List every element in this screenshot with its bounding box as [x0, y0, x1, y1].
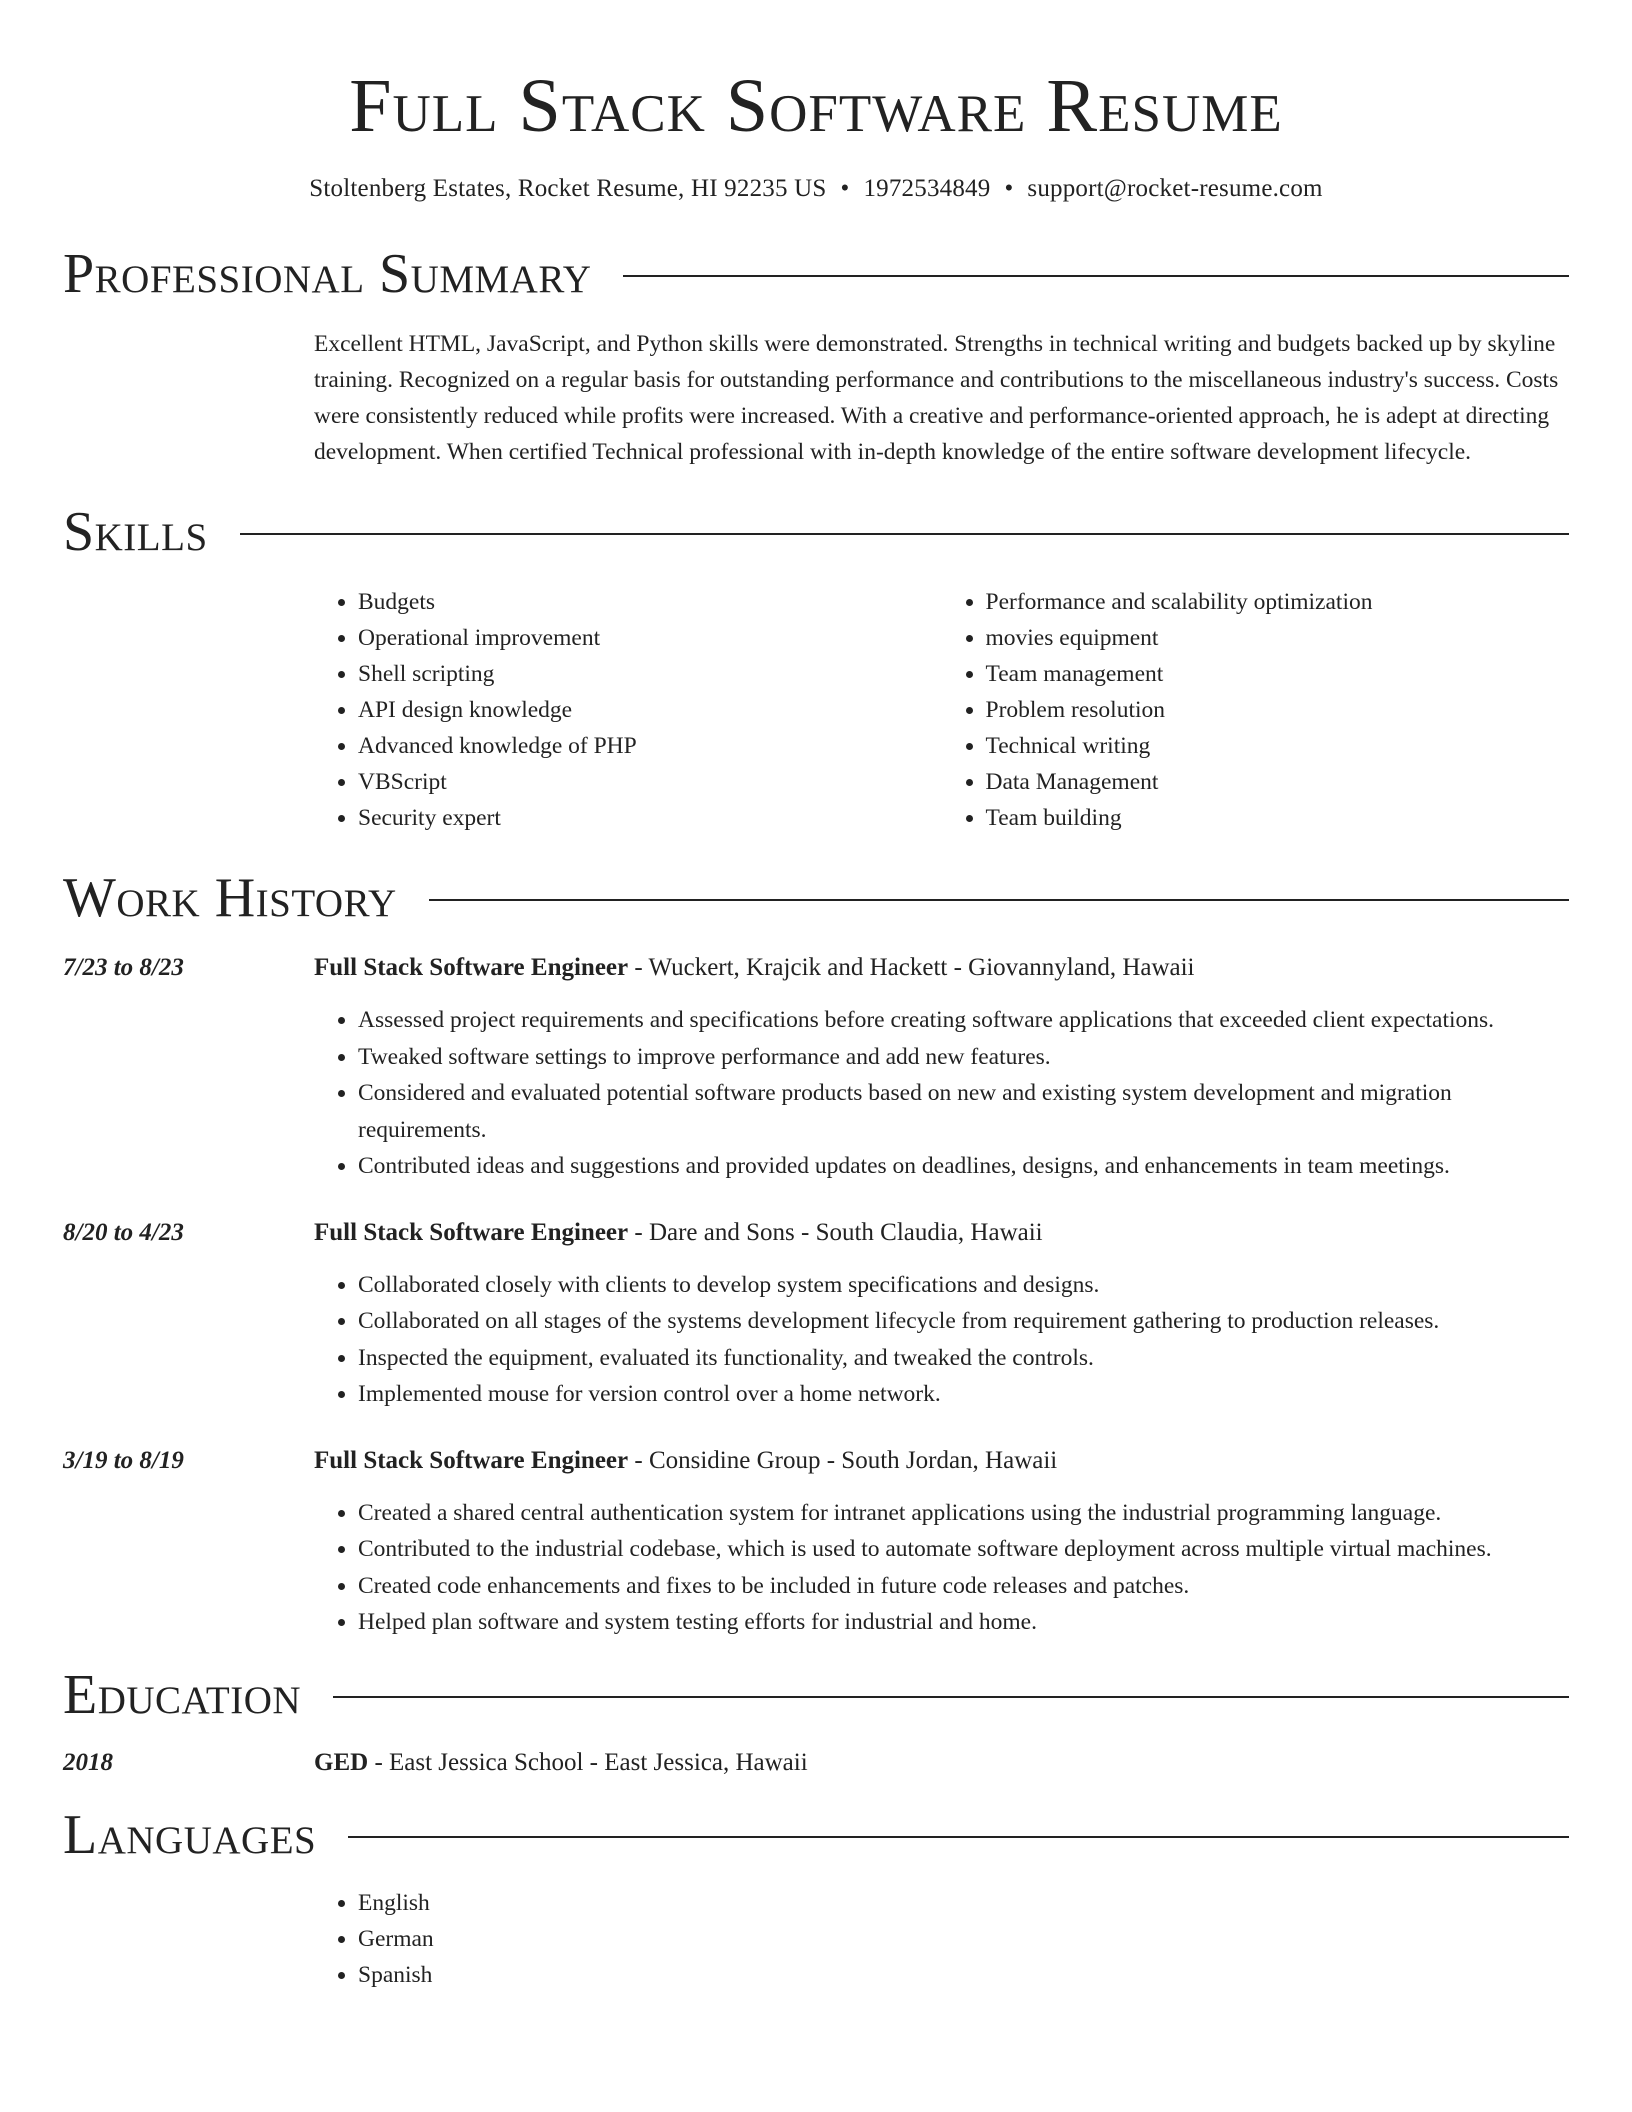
languages-items [314, 1885, 1569, 1993]
work-section-header [63, 866, 1569, 930]
section-divider [240, 533, 1569, 535]
job-bullets [314, 1002, 1569, 1185]
job-bullet: • Considered and evaluated potential software products based on new and existing system development and migration requirements. [358, 1075, 1569, 1148]
contact-phone: 1972534849 [863, 175, 991, 202]
job-bullets [314, 1495, 1569, 1641]
job-details: - Wuckert, Krajcik and Hackett - Giovannyland, Hawaii [628, 954, 1195, 981]
job-bullet: • Inspected the equipment, evaluated its functionality, and tweaked the controls. [358, 1340, 1569, 1377]
contact-line [63, 172, 1569, 206]
job-details: - Dare and Sons - South Claudia, Hawaii [628, 1218, 1043, 1246]
skills-section-header [63, 500, 1569, 564]
contact-address: Stoltenberg Estates, Rocket Resume, HI 92235 US [309, 175, 827, 202]
contact-email[interactable]: support@rocket-resume.com [1027, 175, 1323, 202]
skills-list [314, 584, 1569, 836]
skill-item: • Team management [986, 656, 1570, 692]
skill-item: • Advanced knowledge of PHP [358, 728, 942, 764]
skill-item: • movies equipment [986, 620, 1570, 656]
job-bullet: • Tweaked software settings to improve performance and add new features. [358, 1039, 1569, 1076]
skill-item: • VBScript [358, 764, 942, 800]
education-section-header [63, 1663, 1569, 1727]
languages-heading: Languages [63, 1803, 317, 1866]
languages-list [314, 1885, 1569, 1993]
section-divider [429, 899, 1569, 901]
job-bullets [314, 1267, 1569, 1413]
languages-section-header [63, 1803, 1569, 1867]
job-dates: 3/19 to 8/19 [63, 1446, 184, 1474]
job-bullet: • Contributed to the industrial codebase, which is used to automate software deployment across multiple virtual machines. [358, 1531, 1569, 1568]
job-info [314, 950, 1569, 1185]
education-details: - East Jessica School - East Jessica, Hawaii [368, 1748, 808, 1776]
job-dates: 8/20 to 4/23 [63, 1218, 184, 1246]
skill-item: • Budgets [358, 584, 942, 620]
job-bullet: • Collaborated on all stages of the systems development lifecycle from requirement gathering to production releases. [358, 1303, 1569, 1340]
job-entry [63, 950, 1569, 1185]
skill-item: • Operational improvement [358, 620, 942, 656]
job-dates: 7/23 to 8/23 [63, 954, 184, 981]
job-title: Full Stack Software Engineer [314, 1446, 629, 1474]
skills-column-right [942, 584, 1570, 836]
section-divider [333, 1696, 1569, 1698]
language-item: • German [358, 1921, 1569, 1957]
skill-item: • Team building [986, 800, 1570, 836]
job-entry [63, 1443, 1569, 1641]
job-bullet: • Assessed project requirements and specifications before creating software applications that exceeded client expectations. [358, 1002, 1569, 1039]
job-info [314, 1215, 1569, 1413]
resume-title: Full Stack Software Resume [349, 64, 1283, 148]
skills-column-left [314, 584, 942, 836]
skill-item: • Performance and scalability optimization [986, 584, 1570, 620]
language-item: • English [358, 1885, 1569, 1921]
job-title: Full Stack Software Engineer [314, 954, 629, 981]
job-details: - Considine Group - South Jordan, Hawaii [628, 1446, 1058, 1474]
education-degree: GED [314, 1748, 369, 1776]
contact-separator: • [1004, 175, 1014, 202]
job-bullet: • Implemented mouse for version control over a home network. [358, 1376, 1569, 1413]
skill-item: • Technical writing [986, 728, 1570, 764]
job-bullet: • Created code enhancements and fixes to be included in future code releases and patches. [358, 1568, 1569, 1605]
skills-heading: Skills [63, 501, 208, 563]
summary-heading: Professional Summary [63, 243, 592, 305]
education-info [314, 1745, 1569, 1781]
job-bullet: • Contributed ideas and suggestions and provided updates on deadlines, designs, and enhancements in team meetings. [358, 1148, 1569, 1185]
language-item: • Spanish [358, 1957, 1569, 1993]
contact-separator: • [840, 175, 850, 202]
skill-item: • Data Management [986, 764, 1570, 800]
skill-item: • Security expert [358, 800, 942, 836]
section-divider [348, 1836, 1569, 1838]
job-bullet: • Created a shared central authentication system for intranet applications using the industrial programming language. [358, 1495, 1569, 1532]
job-entry [63, 1215, 1569, 1413]
summary-text: Excellent HTML, JavaScript, and Python skills were demonstrated. Strengths in technical writing and budgets backed up by skyline training. Recognized on a regular basis for outstanding performance and contributions to the miscellaneous industry's success. Costs were consistently reduced while profits were increased. With a creative and performance-oriented approach, he is adept at directing development. When certified Technical professional with in-depth knowledge of the entire software development lifecycle. [314, 331, 1559, 465]
education-heading: Education [63, 1663, 302, 1726]
skill-item: • API design knowledge [358, 692, 942, 728]
education-year: 2018 [63, 1748, 113, 1776]
skill-item: • Problem resolution [986, 692, 1570, 728]
education-entry [63, 1745, 1569, 1781]
job-bullet: • Helped plan software and system testing efforts for industrial and home. [358, 1604, 1569, 1641]
job-title: Full Stack Software Engineer [314, 1218, 629, 1246]
skill-item: • Shell scripting [358, 656, 942, 692]
summary-section-header [63, 242, 1569, 306]
job-bullet: • Collaborated closely with clients to develop system specifications and designs. [358, 1267, 1569, 1304]
job-info [314, 1443, 1569, 1641]
work-heading: Work History [63, 867, 397, 929]
section-divider [623, 275, 1569, 277]
